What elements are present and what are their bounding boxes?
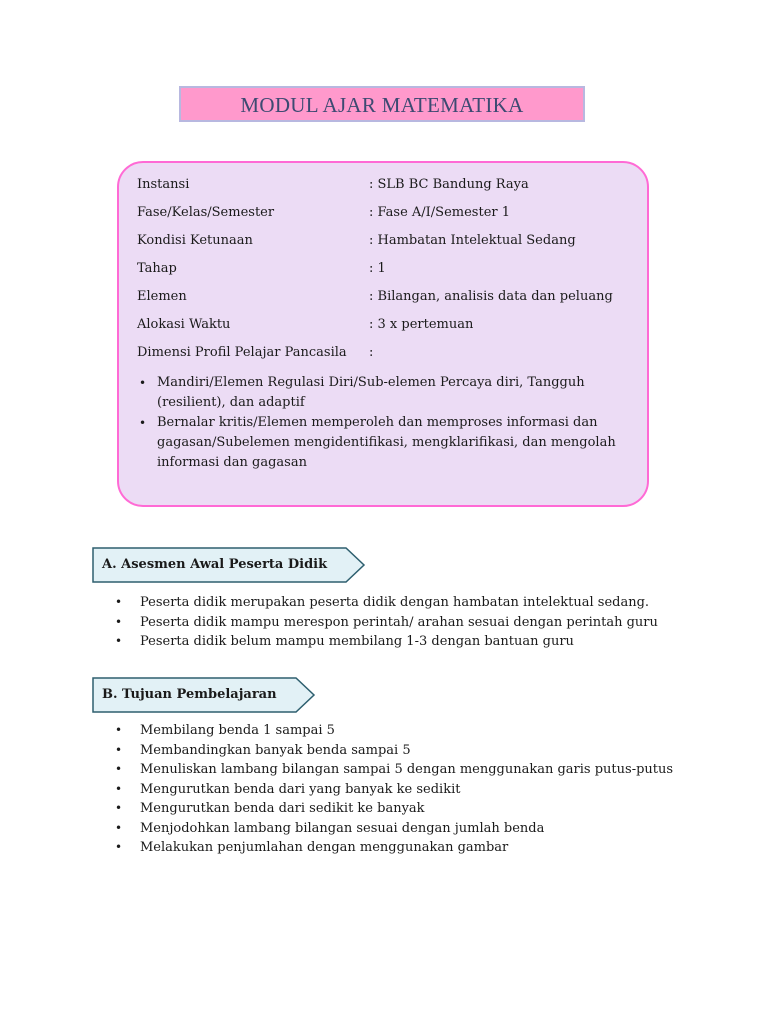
- section-b-heading: [92, 677, 316, 713]
- section-a-heading: [92, 547, 366, 583]
- list-item: [115, 780, 673, 800]
- info-row-tahap: [137, 261, 386, 277]
- list-item-text: Peserta didik mampu merespon perintah/ arahan sesuai dengan perintah guru: [140, 614, 658, 630]
- list-item-text: Peserta didik belum mampu membilang 1-3 dengan bantuan guru: [140, 634, 574, 649]
- bullet-icon: •: [115, 762, 123, 776]
- list-item: [115, 819, 673, 839]
- section-a-list: [115, 593, 658, 652]
- list-item: [115, 632, 658, 652]
- info-row-elemen: [137, 289, 613, 305]
- document-title: MODUL AJAR MATEMATIKA: [240, 92, 524, 117]
- module-info-panel: [117, 161, 649, 507]
- bullet-icon: •: [139, 376, 147, 390]
- list-item-text: Peserta didik merupakan peserta didik dengan hambatan intelektual sedang.: [140, 595, 650, 610]
- bullet-icon: •: [115, 820, 123, 835]
- section-b-list: [115, 721, 673, 858]
- list-item: [115, 593, 658, 613]
- info-label: Fase/Kelas/Semester: [137, 205, 275, 220]
- list-item: [137, 373, 632, 413]
- info-label: Dimensi Profil Pelajar Pancasila: [137, 345, 347, 360]
- info-row-fase: [137, 205, 511, 221]
- list-item: [115, 613, 658, 633]
- info-value: : SLB BC Bandung Raya: [369, 177, 529, 192]
- bullet-icon: •: [139, 416, 147, 430]
- bullet-icon: •: [115, 723, 123, 737]
- list-item: [115, 721, 673, 741]
- info-row-dimensi: [137, 345, 374, 361]
- list-item: [115, 741, 673, 761]
- list-item-text: Menjodohkan lambang bilangan sesuai dengan jumlah benda: [140, 820, 545, 836]
- info-value: : Fase A/I/Semester 1: [369, 205, 511, 220]
- info-row-instansi: [137, 177, 529, 193]
- title-banner: [179, 86, 585, 122]
- info-row-alokasi: [137, 317, 474, 333]
- info-label: Kondisi Ketunaan: [137, 233, 253, 248]
- bullet-icon: •: [115, 634, 123, 648]
- list-item-text: Membandingkan banyak benda sampai 5: [140, 742, 411, 758]
- info-label: Alokasi Waktu: [137, 317, 231, 332]
- list-item-text: Bernalar kritis/Elemen memperoleh dan memproses informasi dan gagasan/Subelemen mengidentifikasi, mengklarifikasi, dan mengolah informasi dan gagasan: [157, 415, 616, 470]
- dimension-list: [137, 373, 632, 473]
- list-item: [115, 760, 673, 780]
- list-item-text: Membilang benda 1 sampai 5: [140, 723, 335, 738]
- list-item: [115, 799, 673, 819]
- info-value: : 3 x pertemuan: [369, 317, 474, 332]
- bullet-icon: •: [115, 614, 123, 629]
- list-item: [137, 413, 632, 473]
- info-label: Tahap: [137, 261, 177, 276]
- list-item-text: Mengurutkan benda dari sedikit ke banyak: [140, 801, 425, 816]
- bullet-icon: •: [115, 840, 123, 854]
- info-value: : Hambatan Intelektual Sedang: [369, 233, 576, 248]
- info-value: : Bilangan, analisis data dan peluang: [369, 289, 613, 304]
- bullet-icon: •: [115, 595, 123, 609]
- bullet-icon: •: [115, 742, 123, 757]
- bullet-icon: •: [115, 801, 123, 815]
- info-value: : 1: [369, 261, 386, 276]
- list-item: [115, 838, 673, 858]
- section-a-title: A. Asesmen Awal Peserta Didik: [102, 557, 328, 572]
- section-b-title: B. Tujuan Pembelajaran: [102, 687, 277, 702]
- list-item-text: Menuliskan lambang bilangan sampai 5 dengan menggunakan garis putus-putus: [140, 762, 674, 777]
- info-label: Instansi: [137, 177, 190, 192]
- info-value: :: [369, 345, 374, 360]
- bullet-icon: •: [115, 781, 123, 796]
- list-item-text: Mengurutkan benda dari yang banyak ke sedikit: [140, 781, 461, 797]
- list-item-text: Mandiri/Elemen Regulasi Diri/Sub-elemen Percaya diri, Tangguh (resilient), dan adaptif: [157, 375, 585, 410]
- info-row-kondisi: [137, 233, 576, 249]
- list-item-text: Melakukan penjumlahan dengan menggunakan gambar: [140, 840, 509, 855]
- info-label: Elemen: [137, 289, 187, 304]
